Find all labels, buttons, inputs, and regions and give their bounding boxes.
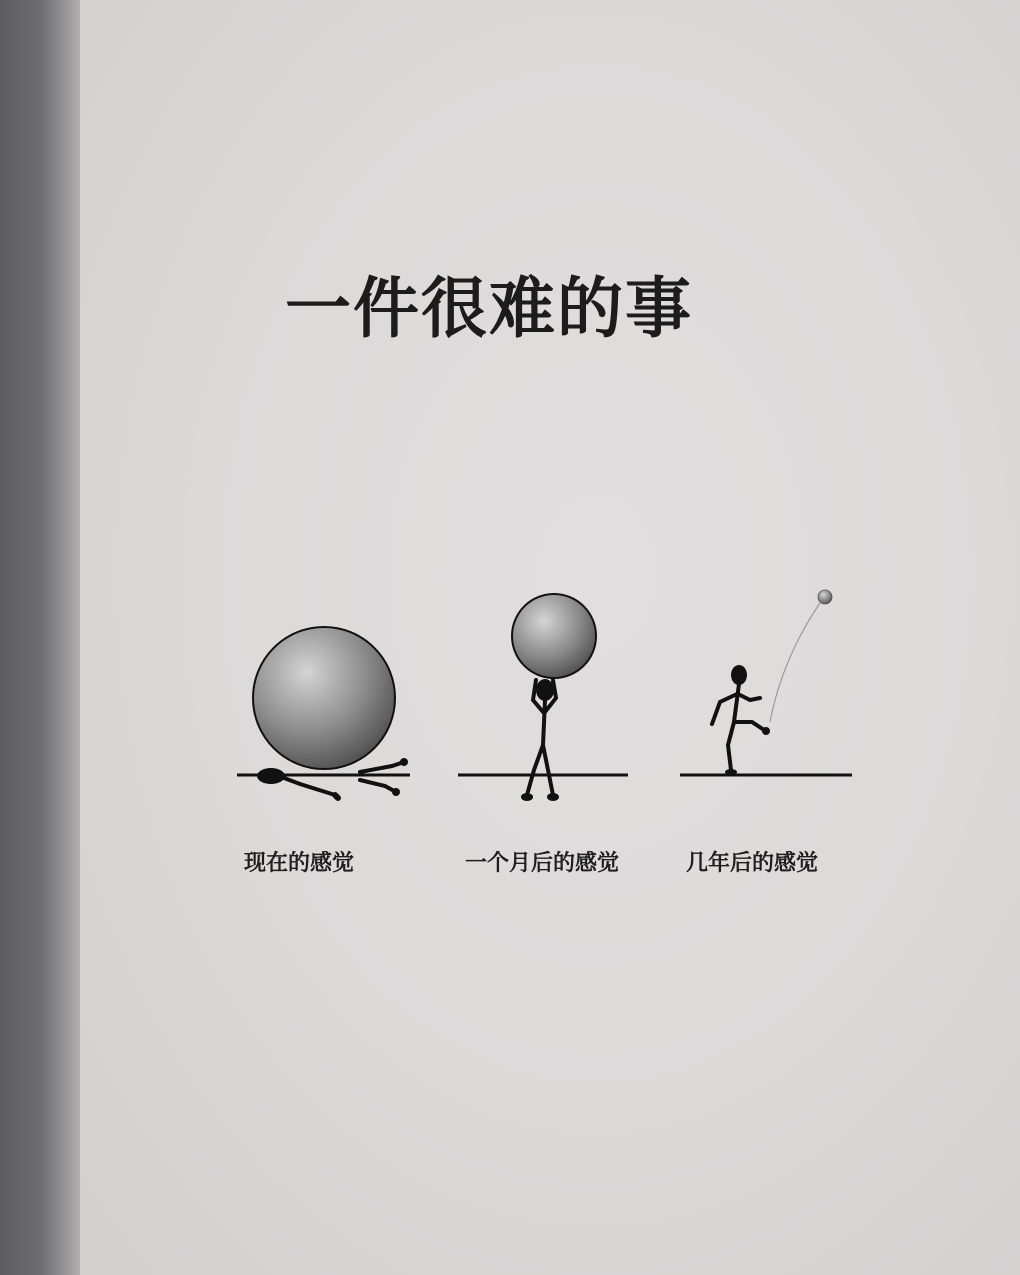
lifted-ball <box>512 594 596 678</box>
panel-now <box>237 627 410 798</box>
caption-now: 现在的感觉 <box>244 851 355 876</box>
caption-one-month-later: 一个月后的感觉 <box>465 851 620 876</box>
lifting-stick-figure <box>521 679 559 801</box>
ball-trajectory <box>770 603 820 722</box>
tiny-ball <box>818 590 832 604</box>
page-title: 一件很难的事 <box>285 269 693 347</box>
panel-years-later <box>680 590 852 775</box>
kicking-stick-figure <box>712 665 770 775</box>
caption-years-later: 几年后的感觉 <box>686 851 819 876</box>
panel-one-month-later <box>458 594 628 801</box>
huge-ball <box>253 627 395 769</box>
